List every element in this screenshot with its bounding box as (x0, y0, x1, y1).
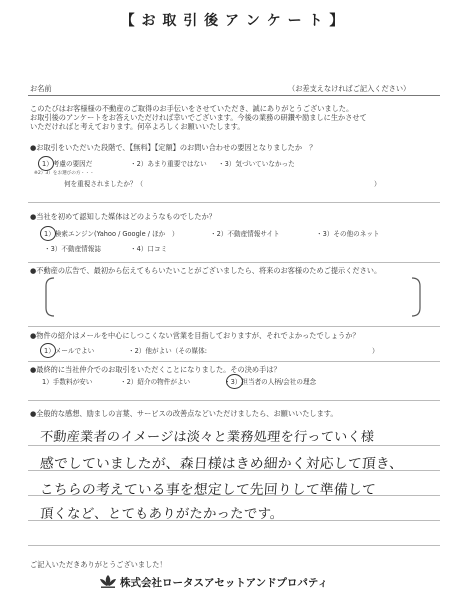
q1-tiny-note: ※2）3）をお選びの方・・・ (34, 171, 95, 176)
q3-question: ●不動産の広告で、最初から伝えてもらいたいことがございましたら、将来のお客様のためご提示ください。 (30, 266, 382, 275)
q4-option-1[interactable]: 1）メールでよい (44, 347, 95, 355)
q4-option-close: ） (372, 347, 379, 355)
q5-question: ●最終的に当社仲介でのお取引をいただくことになりました。その決め手は？ (30, 365, 281, 374)
handwritten-line-4: 頂くなど、とてもありがたかったです。 (39, 507, 284, 522)
handwritten-line-2: 感でしていましたが、森日様はきめ細かく対応して頂き、 (39, 456, 404, 472)
q1-option-3[interactable]: ・3）気づいていなかった (218, 160, 295, 168)
q2-divider (28, 262, 440, 263)
company-name: 株式会社ロータスアセットアンドプロパティ (120, 577, 329, 589)
q1-option-2[interactable]: ・2）あまり重要ではない (130, 160, 207, 168)
q4-selected-circle (40, 343, 56, 358)
footer-thanks: ご記入いただきありがとうございました！ (30, 560, 167, 569)
q5-selected-circle (226, 374, 243, 389)
q2-option-2[interactable]: ・2）不動産情報サイト (210, 230, 280, 238)
q1-option-1[interactable]: 1）考慮の要因だ (42, 160, 93, 168)
name-note: （お差支えなければご記入ください） (288, 84, 411, 93)
q1-close-paren: ） (374, 180, 381, 188)
q2-option-5[interactable]: ・4）口コミ (130, 245, 168, 253)
intro-line-2: お取引後のアンケートをお答えいただければ幸いでございます。今後の業務の研鑽や励ましに生かさせて (30, 113, 367, 122)
q3-divider (28, 326, 440, 327)
q3-answer-bracket[interactable] (44, 276, 422, 318)
q1-question: ●お取引をいただいた段階で、【無料】【定額】のお問い合わせの要因となりましたか ？ (30, 143, 317, 152)
page-title: 【 お 取 引 後 ア ン ケ ー ト 】 (120, 13, 345, 29)
answer-line-5 (28, 545, 440, 546)
intro-line-1: このたびはお客様様の不動産のご取得のお手伝いをさせていただき、誠にありがとうございました。 (30, 104, 354, 113)
name-line (28, 95, 440, 96)
handwritten-line-1: 不動産業者のイメージは淡々と業務処理を行っていく様 (39, 430, 375, 445)
q5-divider (28, 400, 440, 401)
q1-selected-circle (38, 156, 54, 171)
lotus-logo-icon (98, 573, 118, 589)
handwritten-line-3: こちらの考えている事を想定して先回りして準備して (39, 482, 377, 498)
q2-question: ●当社を初めて認知した媒体はどのようなものでしたか？ (30, 212, 216, 221)
q5-option-3[interactable]: ・3）担当者の人柄/会社の理念 (224, 378, 317, 386)
q5-option-1[interactable]: 1）手数料が安い (42, 378, 93, 386)
q2-selected-circle (40, 226, 56, 241)
q2-option-3[interactable]: ・3）その他のネット (316, 230, 380, 238)
q4-question: ●物件の紹介はメールを中心にしつこくない営業を目指しておりますが、それでよかったでしょうか？ (30, 331, 360, 340)
q4-option-2[interactable]: ・2）他がよい（その媒体: (128, 347, 207, 355)
q1-divider (28, 202, 440, 203)
q1-followup: 何を重視されましたか？（ (64, 180, 144, 188)
name-label: お名前 (30, 84, 52, 93)
intro-line-3: いただければと考えております。何卒よろしくお願いいたします。 (30, 122, 245, 131)
q2-option-1[interactable]: 1）検索エンジン(Yahoo / Google / ほか ） (44, 230, 179, 238)
q5-option-2[interactable]: ・2）紹介の物件がよい (120, 378, 191, 386)
q6-question: ●全般的な感想、励ましの言葉、サービスの改善点などいただけましたら、お願いいたします。 (30, 409, 338, 418)
q4-divider (28, 361, 440, 362)
q2-option-4[interactable]: ・3）不動産情報誌 (44, 245, 101, 253)
answer-line-1 (28, 445, 440, 446)
